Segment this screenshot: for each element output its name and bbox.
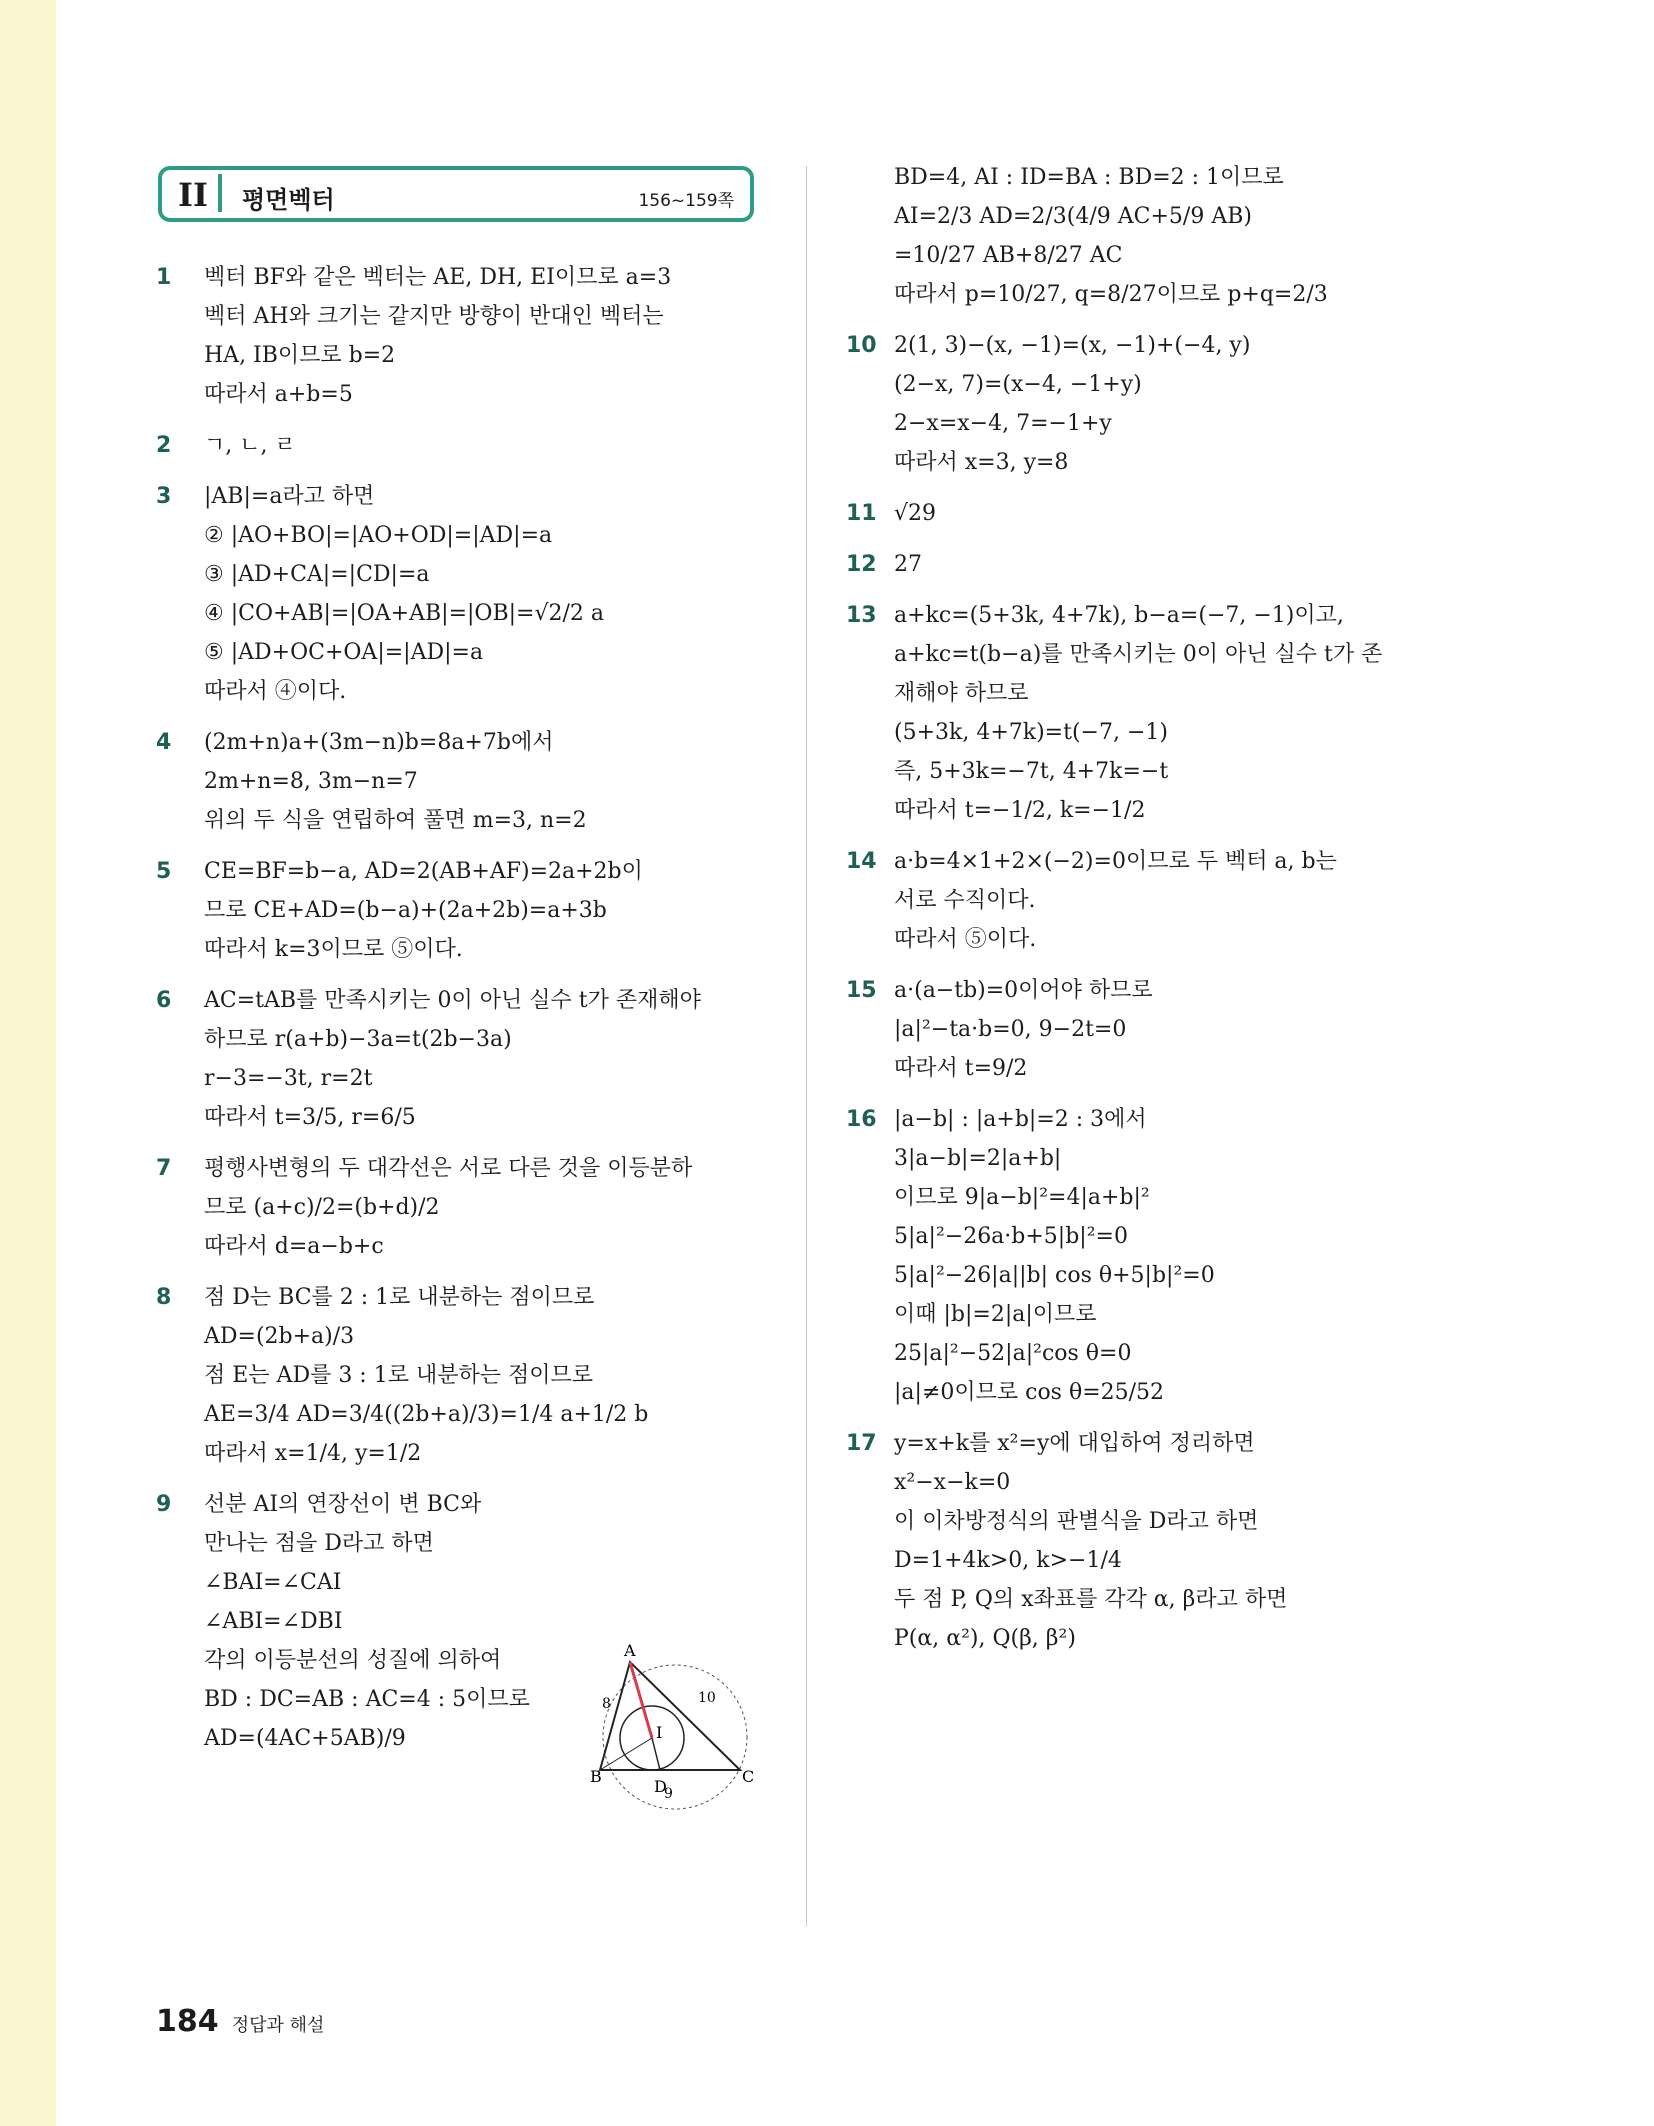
answer-line: D=1+4k>0, k>−1/4 [894, 1548, 1122, 1573]
answer-line: (2m+n)a+(3m−n)b=8a+7b에서 [204, 730, 554, 755]
item-gap [156, 414, 776, 426]
answer-item [156, 258, 776, 414]
answer-line: |a|≠0이므로 cos θ=25/52 [894, 1380, 1165, 1405]
answer-number: 6 [156, 988, 172, 1013]
label-dc: 9 [664, 1786, 673, 1802]
answer-line: (5+3k, 4+7k)=t(−7, −1) [894, 720, 1168, 745]
answer-number: 4 [156, 730, 172, 755]
answer-number: 5 [156, 859, 172, 884]
answer-line: |a−b| : |a+b|=2 : 3에서 [894, 1107, 1147, 1132]
answer-item [156, 1149, 776, 1266]
answer-line: 따라서 t=3/5, r=6/5 [204, 1105, 416, 1130]
answer-line: 따라서 d=a−b+c [204, 1234, 384, 1259]
answer-line: 5|a|²−26|a||b| cos θ+5|b|²=0 [894, 1263, 1215, 1288]
answer-line: AD=(2b+a)/3 [204, 1324, 355, 1349]
label-b: B [590, 1767, 602, 1786]
section-number: II [178, 176, 208, 214]
item-gap [156, 465, 776, 477]
answer-line: BD=4, AI : ID=BA : BD=2 : 1이므로 [894, 165, 1284, 190]
answer-line: ④ |CO+AB|=|OA+AB|=|OB|=√2/2 a [204, 601, 604, 626]
answer-line: 하므로 r(a+b)−3a=t(2b−3a) [204, 1027, 512, 1052]
answer-line: 따라서 k=3이므로 ⑤이다. [204, 937, 463, 962]
answer-line: 므로 (a+c)/2=(b+d)/2 [204, 1195, 440, 1220]
answer-number: 15 [846, 978, 877, 1003]
answer-line: AE=3/4 AD=3/4((2b+a)/3)=1/4 a+1/2 b [204, 1402, 649, 1427]
answer-number: 9 [156, 1492, 172, 1517]
left-column [156, 258, 776, 1770]
triangle [600, 1662, 740, 1770]
answer-line: HA, IB이므로 b=2 [204, 343, 396, 368]
section-header [158, 166, 754, 222]
answer-number: 17 [846, 1431, 877, 1456]
answer-line: ③ |AD+CA|=|CD|=a [204, 562, 430, 587]
answer-item [846, 494, 1466, 533]
answer-line: 이므로 9|a−b|²=4|a+b|² [894, 1185, 1150, 1210]
answer-line: 두 점 P, Q의 x좌표를 각각 α, β라고 하면 [894, 1587, 1288, 1612]
answer-line: 서로 수직이다. [894, 888, 1036, 913]
item-gap [846, 314, 1466, 326]
answer-line: 벡터 AH와 크기는 같지만 방향이 반대인 벡터는 [204, 304, 664, 329]
answer-line: 따라서 ⑤이다. [894, 927, 1037, 952]
answer-line: a·(a−tb)=0이어야 하므로 [894, 978, 1153, 1003]
item-gap [846, 959, 1466, 971]
answer-item [846, 158, 1466, 314]
answer-item [156, 852, 776, 969]
answer-item [846, 326, 1466, 482]
answer-line: 이때 |b|=2|a|이므로 [894, 1302, 1097, 1327]
answer-line: a+kc=t(b−a)를 만족시키는 0이 아닌 실수 t가 존 [894, 642, 1383, 667]
answer-line: ㄱ, ㄴ, ㄹ [204, 433, 296, 458]
answer-number: 14 [846, 849, 877, 874]
answer-line: 따라서 a+b=5 [204, 382, 353, 407]
answer-line: 2−x=x−4, 7=−1+y [894, 411, 1112, 436]
answer-line: CE=BF=b−a, AD=2(AB+AF)=2a+2b이 [204, 859, 643, 884]
triangle-figure [590, 1642, 760, 1812]
section-pages: 156~159쪽 [638, 191, 734, 211]
answer-line: 2(1, 3)−(x, −1)=(x, −1)+(−4, y) [894, 333, 1251, 358]
answer-line: AI=2/3 AD=2/3(4/9 AC+5/9 AB) [894, 204, 1252, 229]
answer-line: AC=tAB를 만족시키는 0이 아닌 실수 t가 존재해야 [204, 988, 701, 1013]
answer-number: 16 [846, 1107, 877, 1132]
answer-line: y=x+k를 x²=y에 대입하여 정리하면 [894, 1431, 1255, 1456]
item-gap [156, 969, 776, 981]
answer-number: 12 [846, 552, 877, 577]
answer-number: 10 [846, 333, 877, 358]
section-title: 평면벡터 [242, 186, 335, 214]
item-gap [846, 1088, 1466, 1100]
answer-line: ∠BAI=∠CAI [204, 1570, 342, 1595]
answer-number: 13 [846, 603, 877, 628]
item-gap [846, 1412, 1466, 1424]
answer-line: 므로 CE+AD=(b−a)+(2a+2b)=a+3b [204, 898, 607, 923]
label-ac: 10 [698, 1690, 716, 1706]
answer-line: 3|a−b|=2|a+b| [894, 1146, 1062, 1171]
answer-line: 25|a|²−52|a|²cos θ=0 [894, 1341, 1132, 1366]
answer-item [846, 1100, 1466, 1412]
answer-line: ② |AO+BO|=|AO+OD|=|AD|=a [204, 523, 553, 548]
answer-line: x²−x−k=0 [894, 1470, 1011, 1495]
answer-line: 이 이차방정식의 판별식을 D라고 하면 [894, 1509, 1259, 1534]
answer-line: 선분 AI의 연장선이 변 BC와 [204, 1492, 482, 1517]
answer-line: |AB|=a라고 하면 [204, 484, 375, 509]
answer-line: a+kc=(5+3k, 4+7k), b−a=(−7, −1)이고, [894, 603, 1344, 628]
answer-item [156, 723, 776, 840]
answer-line: 점 E는 AD를 3 : 1로 내분하는 점이므로 [204, 1363, 593, 1388]
answer-number: 3 [156, 484, 172, 509]
item-gap [846, 482, 1466, 494]
answer-item [846, 545, 1466, 584]
answer-line: 따라서 t=−1/2, k=−1/2 [894, 798, 1146, 823]
page-label: 정답과 해설 [231, 2015, 325, 2036]
answer-item [156, 981, 776, 1137]
answer-line: 즉, 5+3k=−7t, 4+7k=−t [894, 759, 1169, 784]
answer-item [156, 426, 776, 465]
answer-line: 만나는 점을 D라고 하면 [204, 1531, 434, 1556]
answer-number: 2 [156, 433, 172, 458]
label-i: I [656, 1723, 663, 1742]
item-gap [156, 840, 776, 852]
header-divider [218, 174, 222, 212]
answer-line: a·b=4×1+2×(−2)=0이므로 두 벡터 a, b는 [894, 849, 1337, 874]
answer-line: P(α, α²), Q(β, β²) [894, 1626, 1076, 1651]
answer-number: 7 [156, 1156, 172, 1181]
label-d: D [654, 1777, 667, 1796]
answer-number: 11 [846, 501, 877, 526]
page-footer [156, 2004, 324, 2039]
answer-line: 2m+n=8, 3m−n=7 [204, 769, 418, 794]
answer-number: 1 [156, 265, 172, 290]
answer-line: 따라서 x=1/4, y=1/2 [204, 1441, 422, 1466]
answer-line: 점 D는 BC를 2 : 1로 내분하는 점이므로 [204, 1285, 595, 1310]
label-a: A [624, 1642, 636, 1660]
item-gap [156, 1473, 776, 1485]
item-gap [846, 1658, 1466, 1670]
answer-item [156, 1278, 776, 1473]
answer-line: 따라서 p=10/27, q=8/27이므로 p+q=2/3 [894, 282, 1328, 307]
answer-item [846, 842, 1466, 959]
item-gap [846, 830, 1466, 842]
answer-line: 재해야 하므로 [894, 681, 1029, 706]
answer-line: ⑤ |AD+OC+OA|=|AD|=a [204, 640, 484, 665]
label-c: C [742, 1767, 755, 1786]
answer-line: |a|²−ta·b=0, 9−2t=0 [894, 1017, 1127, 1042]
right-column [846, 158, 1466, 1670]
page-number: 184 [156, 2004, 219, 2039]
answer-line: ∠ABI=∠DBI [204, 1609, 343, 1634]
answer-item [846, 596, 1466, 830]
circumcircle [603, 1665, 747, 1809]
answer-line: √29 [894, 501, 937, 526]
answer-line: 따라서 t=9/2 [894, 1056, 1028, 1081]
answer-line: 위의 두 식을 연립하여 풀면 m=3, n=2 [204, 808, 587, 833]
answer-line: BD : DC=AB : AC=4 : 5이므로 [204, 1687, 530, 1712]
answer-line: 벡터 BF와 같은 벡터는 AE, DH, EI이므로 a=3 [204, 265, 672, 290]
label-ab: 8 [602, 1696, 611, 1712]
answer-item [846, 971, 1466, 1088]
answer-line: AD=(4AC+5AB)/9 [204, 1726, 406, 1751]
item-gap [846, 584, 1466, 596]
item-gap [846, 533, 1466, 545]
answer-number: 8 [156, 1285, 172, 1310]
answer-item [156, 477, 776, 711]
answer-line: (2−x, 7)=(x−4, −1+y) [894, 372, 1142, 397]
answer-line: 각의 이등분선의 성질에 의하여 [204, 1648, 502, 1673]
item-gap [156, 1137, 776, 1149]
segment-id [652, 1738, 660, 1770]
answer-line: 평행사변형의 두 대각선은 서로 다른 것을 이등분하 [204, 1156, 693, 1181]
answer-line: 5|a|²−26a·b+5|b|²=0 [894, 1224, 1128, 1249]
item-gap [156, 711, 776, 723]
item-gap [156, 1266, 776, 1278]
page-side-band [0, 0, 56, 2126]
answer-item [846, 1424, 1466, 1658]
answer-line: =10/27 AB+8/27 AC [894, 243, 1123, 268]
answer-line: 27 [894, 552, 922, 577]
answer-line: 따라서 x=3, y=8 [894, 450, 1069, 475]
column-divider [806, 166, 807, 1926]
answer-line: 따라서 ④이다. [204, 679, 347, 704]
answer-line: r−3=−3t, r=2t [204, 1066, 373, 1091]
